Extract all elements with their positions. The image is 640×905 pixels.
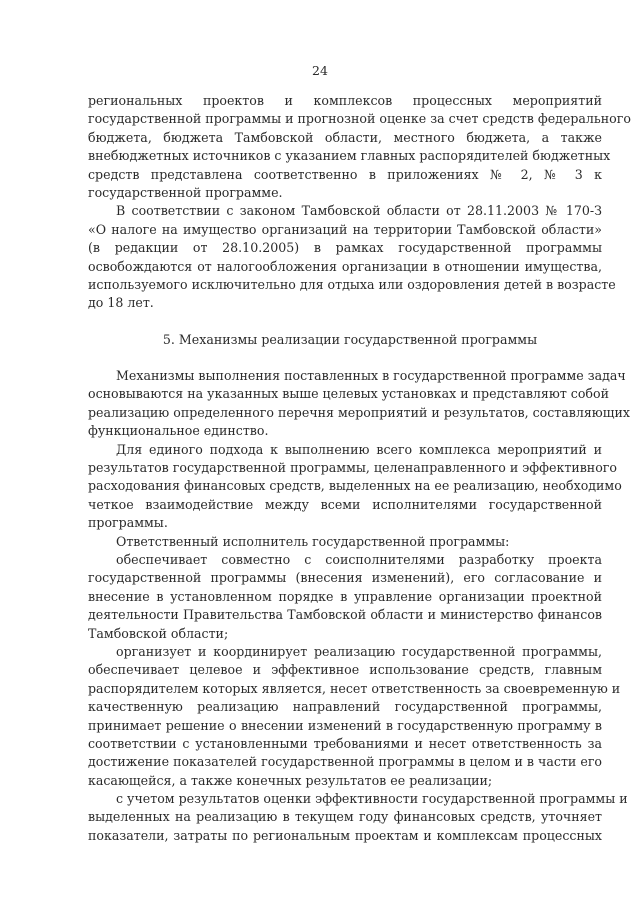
- page-number: 24: [312, 63, 328, 78]
- text-line: Тамбовской области;: [88, 625, 229, 641]
- text-line: программы.: [88, 515, 168, 531]
- text-line: расходования финансовых средств, выделенных на ее реализацию, необходимо: [88, 478, 622, 494]
- text-line: деятельности Правительства Тамбовской области и министерство финансов: [88, 607, 602, 623]
- text-line: средств представлена соответственно в приложениях № 2, № 3 к: [88, 166, 602, 182]
- text-line: принимает решение о внесении изменений в государственную программу в: [88, 717, 602, 733]
- section-heading: 5. Механизмы реализации государственной программы: [162, 331, 538, 347]
- text-line: используемого исключительно для отдыха или оздоровления детей в возрасте: [88, 276, 616, 292]
- text-line: государственной программе.: [88, 184, 283, 200]
- text-line: Механизмы выполнения поставленных в государственной программе задач: [116, 368, 626, 384]
- text-line: внебюджетных источников с указанием главных распорядителей бюджетных: [88, 148, 611, 164]
- text-line: Ответственный исполнитель государственной программы:: [116, 533, 510, 549]
- paragraph-tax-law: [88, 202, 616, 312]
- paragraph-unified-approach: [88, 441, 622, 533]
- text-line: результатов государственной программы, целенаправленного и эффективного: [88, 460, 617, 476]
- text-line: обеспечивает целевое и эффективное использование средств, главным: [88, 662, 602, 678]
- text-line: освобождаются от налогообложения организации в отношении имущества,: [88, 258, 602, 274]
- text-line: внесение в установленном порядке в управление организации проектной: [88, 588, 602, 604]
- text-line: организует и координирует реализацию государственной программы,: [116, 643, 602, 659]
- text-line: (в редакции от 28.10.2005) в рамках государственной программы: [88, 240, 602, 256]
- text-line: обеспечивает совместно с соисполнителями разработку проекта: [116, 552, 602, 567]
- text-line: В соответствии с законом Тамбовской области от 28.11.2003 № 170-З: [116, 203, 602, 219]
- text-line: основываются на указанных выше целевых установках и представляют собой: [88, 386, 609, 402]
- text-line: функциональное единство.: [88, 423, 269, 439]
- paragraph-clarifies: [88, 790, 628, 845]
- text-line: государственной программы (внесения изменений), его согласование и: [88, 570, 602, 586]
- paragraph-mechanisms: [88, 367, 630, 441]
- text-line: распорядителем которых является, несет ответственность за своевременную и: [88, 680, 621, 696]
- text-line: качественную реализацию направлений государственной программы,: [88, 699, 602, 715]
- text-line: «О налоге на имущество организаций на территории Тамбовской области»: [88, 221, 602, 237]
- document-body: [88, 92, 631, 845]
- text-line: до 18 лет.: [88, 295, 154, 311]
- text-line: с учетом результатов оценки эффективности государственной программы и: [116, 791, 628, 807]
- paragraph-funding-sources: [88, 92, 631, 202]
- text-line: достижение показателей государственной программы в целом и в части его: [88, 754, 602, 770]
- text-line: бюджета, бюджета Тамбовской области, местного бюджета, а также: [88, 129, 602, 145]
- text-line: Для единого подхода к выполнению всего комплекса мероприятий и: [116, 441, 602, 457]
- paragraph-ensures: [88, 551, 602, 643]
- text-line: государственной программы и прогнозной оценке за счет средств федерального: [88, 111, 631, 127]
- text-line: четкое взаимодействие между всеми исполнителями государственной: [88, 496, 602, 512]
- text-line: показатели, затраты по региональным проектам и комплексам процессных: [88, 827, 602, 843]
- paragraph-organizes: [88, 643, 621, 790]
- text-line: региональных проектов и комплексов процессных мероприятий: [88, 93, 602, 108]
- spacer: [88, 313, 602, 331]
- text-line: выделенных на реализацию в текущем году финансовых средств, уточняет: [88, 809, 602, 825]
- paragraph-responsible-executor: [88, 533, 602, 551]
- text-line: касающейся, а также конечных результатов ее реализации;: [88, 772, 493, 788]
- text-line: реализацию определенного перечня мероприятий и результатов, составляющих: [88, 404, 630, 420]
- spacer: [88, 349, 602, 367]
- text-line: соответствии с установленными требованиями и несет ответственность за: [88, 735, 602, 751]
